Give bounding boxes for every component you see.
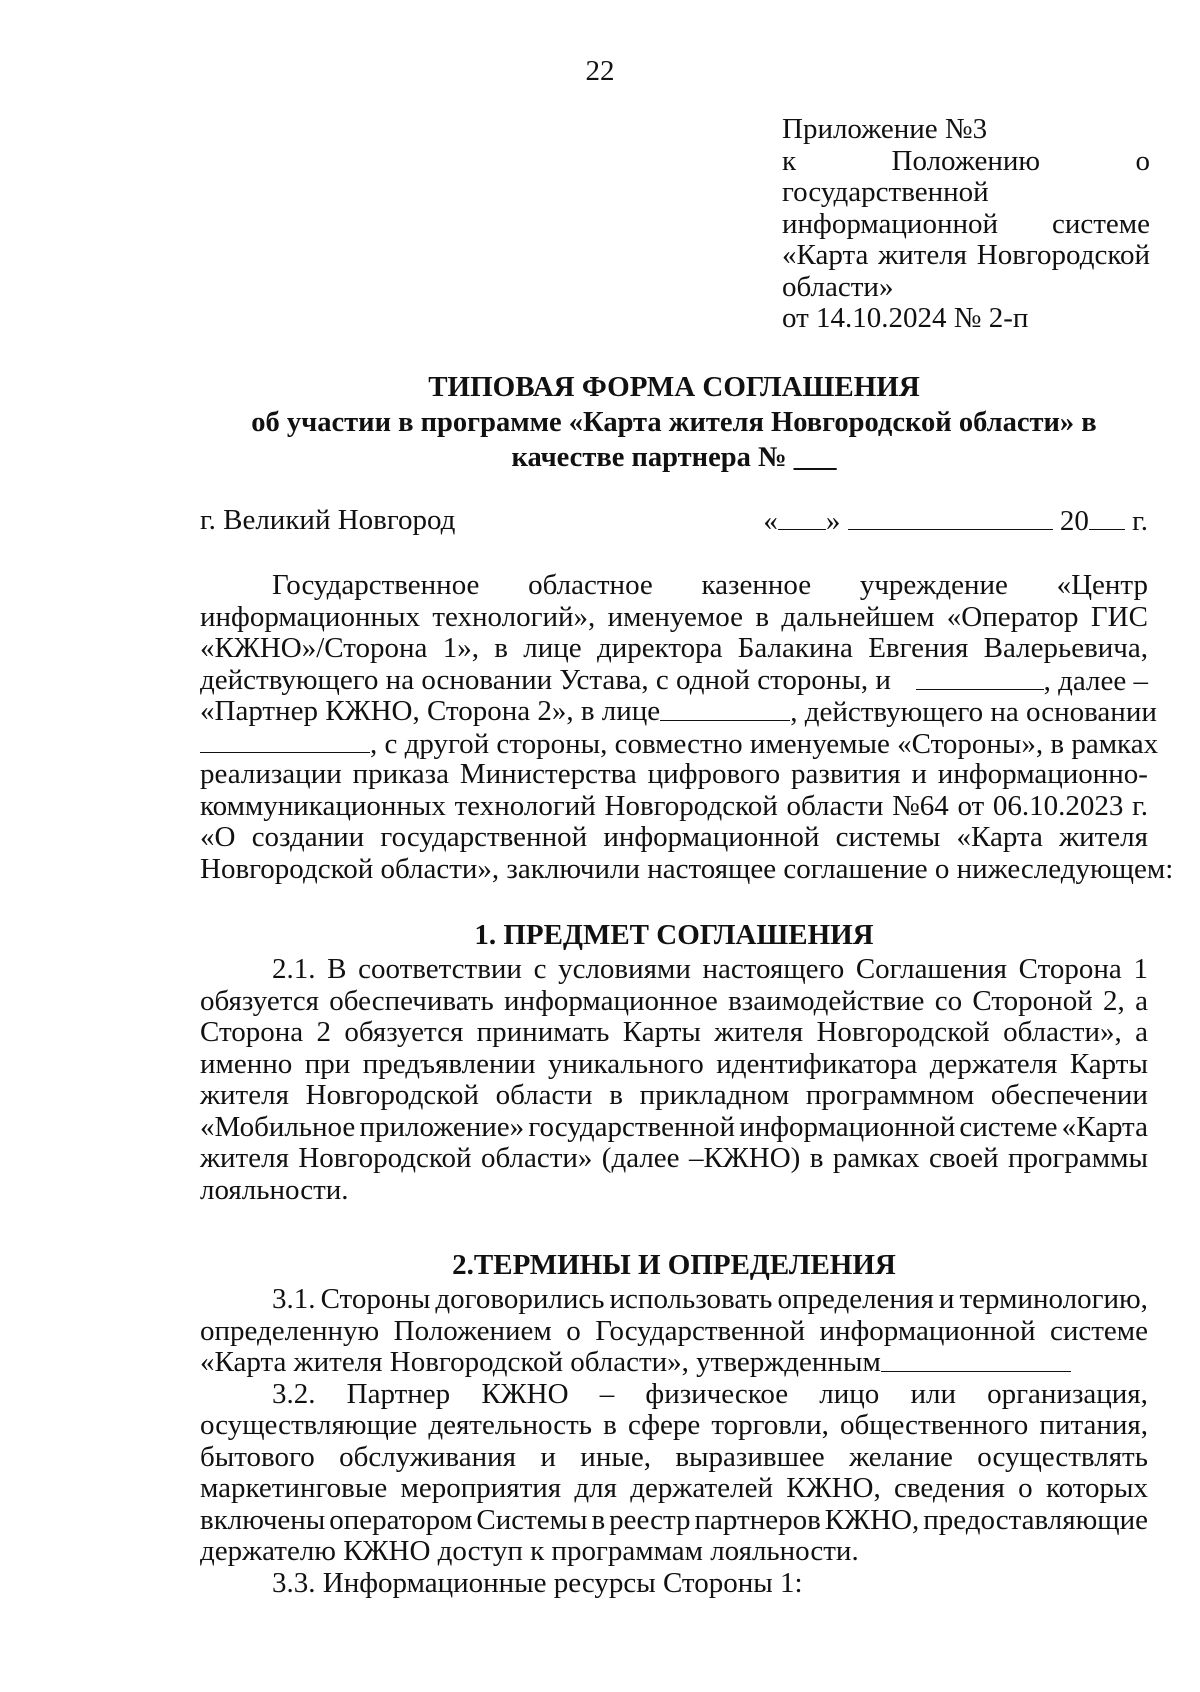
word: при bbox=[304, 1047, 351, 1080]
word: Новгородской bbox=[816, 1016, 990, 1048]
approval-blank bbox=[881, 1347, 1071, 1372]
word: лицо bbox=[819, 1377, 880, 1410]
word: настоящего bbox=[702, 953, 845, 985]
word: приложение» bbox=[359, 1110, 525, 1143]
word: 1», bbox=[442, 632, 479, 664]
s1-line-4 bbox=[200, 1049, 1148, 1081]
word: в bbox=[809, 1142, 824, 1174]
word: Новгородской bbox=[604, 789, 778, 822]
word: – bbox=[599, 1377, 615, 1410]
word: своей bbox=[928, 1142, 999, 1174]
p31-line-1 bbox=[200, 1284, 1148, 1316]
preamble-line-4-b-text: , далее – bbox=[1043, 664, 1148, 697]
word: 3.2. bbox=[272, 1377, 316, 1410]
section-1-heading: 1. ПРЕДМЕТ СОГЛАШЕНИЯ bbox=[474, 919, 874, 951]
word: реализации bbox=[200, 758, 342, 790]
p32-line-1 bbox=[200, 1379, 1148, 1411]
word: программы bbox=[1007, 1142, 1148, 1174]
word: в bbox=[755, 600, 770, 633]
word: г. bbox=[1132, 789, 1148, 822]
word: «КЖНО»/Сторона bbox=[200, 632, 428, 664]
word: условиями bbox=[558, 953, 691, 985]
preamble-line-5 bbox=[200, 695, 1157, 728]
word: обеспечивать bbox=[329, 984, 494, 1017]
preamble-line-3 bbox=[200, 633, 1148, 665]
word: области bbox=[495, 1079, 593, 1111]
word: информационной bbox=[603, 821, 820, 853]
annex-line-6: области» bbox=[782, 270, 894, 303]
word: системе bbox=[1049, 1314, 1148, 1347]
word: со bbox=[934, 984, 963, 1017]
p31-line-3-text: «Карта жителя Новгородской области», утвержденным bbox=[200, 1346, 881, 1378]
word: договорились bbox=[435, 1283, 605, 1315]
word: Валерьевича, bbox=[983, 632, 1148, 664]
word: информационной bbox=[739, 1110, 956, 1143]
word: директора bbox=[596, 632, 723, 664]
word: «Карта bbox=[956, 821, 1043, 853]
word: системе bbox=[1051, 207, 1150, 240]
date-blank bbox=[763, 505, 1148, 538]
word: в bbox=[591, 1503, 606, 1536]
word: держателя bbox=[929, 1047, 1058, 1080]
preamble-line-1 bbox=[200, 570, 1148, 602]
place-date-line bbox=[200, 505, 1148, 537]
word: «Карта bbox=[1061, 1110, 1148, 1143]
annex-line-2 bbox=[782, 146, 1150, 178]
preamble-line-5-b-text: , действующего на основании bbox=[790, 696, 1157, 728]
annex-line-1: Приложение №3 bbox=[782, 113, 988, 145]
word: 2.1. bbox=[272, 953, 316, 985]
word: системе bbox=[959, 1110, 1058, 1143]
word: №64 bbox=[892, 789, 949, 822]
word: от bbox=[957, 789, 985, 822]
word: сведения bbox=[894, 1472, 1005, 1504]
word: коммуникационных bbox=[200, 789, 446, 822]
word: области bbox=[786, 789, 884, 822]
year-prefix: 20 bbox=[1059, 505, 1089, 537]
word: рамках bbox=[832, 1142, 920, 1174]
word: Государственное bbox=[272, 569, 480, 601]
annex-header bbox=[782, 114, 1150, 335]
word: предоставляющие bbox=[923, 1503, 1148, 1536]
word: 2, bbox=[1103, 984, 1125, 1017]
word: осуществлять bbox=[977, 1440, 1148, 1473]
word: обязуется bbox=[344, 1016, 464, 1048]
date-close-quote: » bbox=[825, 505, 841, 537]
word: а bbox=[1135, 984, 1148, 1017]
preamble-line-2 bbox=[200, 602, 1148, 634]
word: торговли, bbox=[711, 1409, 829, 1441]
word: В bbox=[327, 953, 347, 985]
word: Государственной bbox=[595, 1314, 805, 1347]
word: цифрового bbox=[647, 758, 781, 790]
word: деятельность bbox=[428, 1409, 593, 1441]
section-2-heading: 2.ТЕРМИНЫ И ОПРЕДЕЛЕНИЯ bbox=[452, 1249, 896, 1281]
word: учреждение bbox=[859, 569, 1008, 601]
word: области» bbox=[480, 1142, 593, 1174]
preamble-line-9 bbox=[200, 822, 1148, 854]
word: оператором bbox=[329, 1503, 473, 1536]
word: создании bbox=[251, 821, 365, 853]
word: информационно- bbox=[937, 758, 1148, 790]
preamble-line-6-a bbox=[200, 728, 1158, 760]
p33-line-1: 3.3. Информационные ресурсы Стороны 1: bbox=[272, 1566, 803, 1599]
word: в bbox=[603, 1409, 617, 1441]
year-suffix: г. bbox=[1132, 505, 1148, 537]
annex-line-7: от 14.10.2024 № 2-п bbox=[782, 302, 1029, 334]
word: «Карта bbox=[782, 239, 869, 271]
preamble-line-10: Новгородской области», заключили настоящее соглашение о нижеследующем: bbox=[200, 852, 1174, 885]
word: жителя bbox=[1059, 821, 1148, 853]
title-main: ТИПОВАЯ ФОРМА СОГЛАШЕНИЯ bbox=[428, 371, 920, 403]
preamble-line-8 bbox=[200, 791, 1148, 823]
date-open-quote: « bbox=[763, 505, 778, 537]
page-number: 22 bbox=[585, 55, 615, 87]
word: идентификатора bbox=[716, 1047, 918, 1080]
word: Стороной bbox=[972, 984, 1093, 1017]
word: Новгородской bbox=[976, 239, 1150, 271]
word: о bbox=[1018, 1472, 1033, 1504]
word: иные, bbox=[580, 1440, 651, 1473]
day-blank bbox=[778, 505, 826, 530]
word: сфере bbox=[627, 1409, 701, 1441]
word: Сторона bbox=[1018, 953, 1122, 985]
s1-line-8: лояльности. bbox=[200, 1173, 349, 1206]
word: уникального bbox=[548, 1047, 704, 1080]
word: Министерства bbox=[459, 758, 637, 790]
word: программном bbox=[805, 1079, 975, 1111]
p31-line-3 bbox=[200, 1347, 1148, 1379]
word: желание bbox=[849, 1440, 953, 1473]
city: г. Великий Новгород bbox=[200, 504, 456, 536]
word: мероприятия bbox=[400, 1472, 562, 1504]
word: «Центр bbox=[1056, 569, 1148, 601]
title-sub-2: качестве партнера № ___ bbox=[511, 442, 837, 473]
p32-line-3 bbox=[200, 1442, 1148, 1474]
word: Положением bbox=[393, 1314, 552, 1347]
s1-line-1 bbox=[200, 954, 1148, 986]
word: организация, bbox=[987, 1377, 1148, 1410]
preamble-line-4-a: действующего на основании Устава, с одной стороны, и bbox=[200, 663, 891, 696]
word: областное bbox=[528, 569, 653, 601]
annex-line-5 bbox=[782, 240, 1150, 272]
word: –КЖНО) bbox=[688, 1142, 801, 1174]
preamble-line-4 bbox=[200, 665, 1148, 697]
word: Положению bbox=[891, 144, 1041, 177]
word: осуществляющие bbox=[200, 1409, 418, 1441]
word: Новгородской bbox=[298, 1142, 472, 1174]
word: принимать bbox=[476, 1016, 610, 1048]
word: Партнер bbox=[346, 1377, 451, 1410]
word: технологий», bbox=[432, 600, 596, 633]
title-sub-1: об участии в программе «Карта жителя Новгородской области» в bbox=[251, 407, 1097, 438]
word: взаимодействие bbox=[728, 984, 925, 1017]
annex-line-4 bbox=[782, 209, 1150, 241]
annex-line-3: государственной bbox=[782, 176, 989, 208]
word: а bbox=[1135, 1016, 1148, 1048]
word: в bbox=[494, 632, 508, 664]
p32-line-5 bbox=[200, 1505, 1148, 1537]
word: и bbox=[540, 1440, 556, 1473]
word: бытового bbox=[200, 1440, 315, 1473]
word: казенное bbox=[701, 569, 812, 601]
word: «О bbox=[200, 821, 236, 853]
word: и bbox=[938, 1283, 955, 1315]
preamble-line-5-a: «Партнер КЖНО, Сторона 2», в лице bbox=[200, 695, 661, 727]
word: «Мобильное bbox=[200, 1110, 356, 1143]
word: для bbox=[574, 1472, 617, 1504]
word: информационной bbox=[782, 207, 999, 240]
word: дальнейшем bbox=[781, 600, 935, 633]
preamble-line-4-b bbox=[916, 665, 1148, 697]
word: развития bbox=[791, 758, 901, 790]
word: 06.10.2023 bbox=[992, 789, 1124, 822]
word: жителя bbox=[200, 1079, 289, 1111]
p32-line-2 bbox=[200, 1410, 1148, 1442]
word: выразившее bbox=[675, 1440, 825, 1473]
word: именуемое bbox=[607, 600, 743, 633]
word: партнеров bbox=[694, 1503, 821, 1536]
word: КЖНО bbox=[481, 1377, 569, 1410]
word: 3.1. bbox=[272, 1283, 316, 1315]
word: именно bbox=[200, 1047, 293, 1080]
word: к bbox=[782, 144, 797, 177]
word: предъявлении bbox=[362, 1047, 536, 1080]
word: КЖНО, bbox=[786, 1472, 881, 1504]
s1-line-6 bbox=[200, 1112, 1148, 1144]
p32-line-4 bbox=[200, 1473, 1148, 1505]
s1-line-7 bbox=[200, 1143, 1148, 1175]
word: приказа bbox=[352, 758, 449, 790]
word: о bbox=[1135, 144, 1150, 177]
word: о bbox=[566, 1314, 581, 1347]
word: Балакина bbox=[737, 632, 853, 664]
word: информационной bbox=[819, 1314, 1036, 1347]
word: определения bbox=[777, 1283, 934, 1315]
word: системы bbox=[835, 821, 941, 853]
word: 1 bbox=[1133, 953, 1148, 985]
word: информационных bbox=[200, 600, 420, 633]
preamble-line-6-b-text: , с другой стороны, совместно именуемые «Стороны», в рамках bbox=[370, 727, 1159, 760]
word: с bbox=[533, 953, 547, 985]
word: «Оператор bbox=[946, 600, 1079, 633]
word: питания, bbox=[1039, 1409, 1148, 1441]
word: общественного bbox=[839, 1409, 1029, 1441]
representative-blank bbox=[660, 696, 790, 721]
word: информационное bbox=[504, 984, 718, 1017]
word: ГИС bbox=[1090, 600, 1148, 633]
word: жителя bbox=[714, 1016, 804, 1048]
section-1-paragraph bbox=[200, 954, 1148, 1206]
s1-line-5 bbox=[200, 1080, 1148, 1112]
word: прикладном bbox=[639, 1079, 790, 1111]
p31-line-2 bbox=[200, 1316, 1148, 1348]
word: определенную bbox=[200, 1314, 380, 1347]
word: Карты bbox=[1069, 1047, 1148, 1080]
word: Евгения bbox=[868, 632, 969, 664]
partner-name-blank bbox=[916, 665, 1044, 690]
preamble-line-5-b bbox=[660, 696, 1157, 728]
word: Стороны bbox=[320, 1283, 431, 1315]
year-blank bbox=[1089, 505, 1125, 530]
p32-line-6: держателю КЖНО доступ к программам лояльности. bbox=[200, 1535, 859, 1567]
word: лице bbox=[523, 632, 582, 664]
word: государственной bbox=[380, 821, 588, 853]
word: терминологию, bbox=[959, 1283, 1148, 1315]
s1-line-2 bbox=[200, 986, 1148, 1018]
word: держателей bbox=[630, 1472, 773, 1504]
preamble-line-7 bbox=[200, 759, 1148, 791]
month-blank bbox=[848, 505, 1053, 530]
word: жителя bbox=[200, 1142, 289, 1174]
document-title bbox=[200, 370, 1148, 475]
word: 2 bbox=[316, 1016, 331, 1048]
word: в bbox=[609, 1079, 623, 1111]
word: государственной bbox=[528, 1110, 736, 1143]
word: которых bbox=[1045, 1472, 1148, 1504]
word: использовать bbox=[609, 1283, 773, 1315]
s1-line-3 bbox=[200, 1017, 1148, 1049]
preamble-line-6 bbox=[200, 727, 1159, 760]
word: жителя bbox=[878, 239, 968, 271]
word: Карты bbox=[622, 1016, 701, 1048]
word: Сторона bbox=[200, 1016, 304, 1048]
preamble-paragraph bbox=[200, 569, 1174, 885]
basis-blank bbox=[200, 728, 370, 753]
word: физическое bbox=[645, 1377, 789, 1410]
word: обслуживания bbox=[339, 1440, 516, 1473]
word: области», bbox=[1003, 1016, 1122, 1048]
word: обязуется bbox=[200, 984, 319, 1017]
word: реестр bbox=[609, 1503, 691, 1536]
word: Системы bbox=[476, 1503, 588, 1536]
word: и bbox=[911, 758, 927, 790]
word: обеспечении bbox=[990, 1079, 1148, 1111]
word: Новгородской bbox=[305, 1079, 479, 1111]
word: КЖНО, bbox=[824, 1503, 920, 1536]
word: технологий bbox=[454, 789, 596, 822]
word: соответствии bbox=[358, 953, 522, 985]
word: Соглашения bbox=[855, 953, 1008, 985]
word: маркетинговые bbox=[200, 1472, 388, 1504]
word: или bbox=[910, 1377, 956, 1410]
word: (далее bbox=[601, 1142, 680, 1174]
section-2-paragraphs bbox=[200, 1284, 1148, 1599]
word: включены bbox=[200, 1503, 326, 1536]
